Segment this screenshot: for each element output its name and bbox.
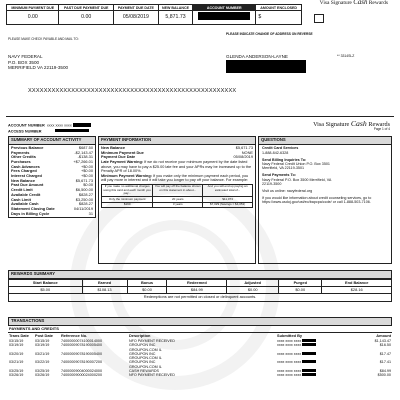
summary-label: Available Credit — [11, 191, 41, 197]
redaction-bar — [302, 373, 316, 376]
payment-label: Minimum Payment Due — [101, 149, 144, 155]
stub-header: PAST DUE PAYMENT DUE — [59, 5, 113, 11]
amount: $16.50 — [379, 343, 391, 348]
payment-row — [101, 155, 253, 160]
tx-header: Amount — [376, 332, 391, 338]
summary-label: Payments — [11, 149, 30, 155]
table-row — [8, 373, 392, 377]
rewards-table — [8, 279, 392, 302]
mini-table-cell: $7,029 (Savings = $4,053) — [203, 202, 253, 207]
description: NFO PAYMENT RECEIVED — [129, 373, 175, 378]
section-heading: REWARDS SUMMARY — [8, 270, 392, 279]
question-text: Navy Federal P.O. Box 3500 Merrifield, VA 22119-3500 — [262, 177, 332, 187]
question-entry — [262, 146, 388, 155]
reference-number: 74000000074100014000 — [61, 338, 103, 343]
stub-header: ACCOUNT NUMBER — [193, 5, 256, 11]
summary-label: Purchases — [11, 158, 31, 164]
summary-value: 31 — [88, 210, 93, 216]
address-line: NAVY FEDERAL — [8, 54, 43, 59]
tx-header: Post Date — [35, 332, 53, 338]
late-warning-heading: Late Payment Warning: — [101, 160, 144, 165]
question-heading: Send Payments To: — [262, 173, 296, 178]
question-entry — [262, 189, 388, 193]
rewards-header: Redeemed — [167, 279, 227, 286]
rewards-value: $28.16 — [322, 286, 392, 293]
description-location: GROUPON.COM IL — [129, 356, 162, 361]
summary-label: New Balance — [11, 177, 36, 183]
table-row — [8, 360, 392, 369]
summary-label: Cash Advances — [11, 163, 40, 169]
redaction-bar — [55, 129, 89, 133]
summary-row — [11, 212, 93, 217]
amount: $17.47 — [379, 351, 391, 356]
late-payment-warning — [101, 160, 253, 174]
trans-date: 03/20/19 — [9, 351, 24, 356]
post-date: 03/26/19 — [35, 373, 50, 378]
customer-code: ** 3314SLZ — [337, 54, 355, 58]
description-cell — [128, 343, 276, 352]
reference-number: 74000009078190005400 — [61, 343, 103, 348]
payment-value: $5,671.73 — [235, 144, 253, 150]
question-entry — [262, 196, 388, 205]
redaction-bar — [226, 60, 306, 73]
section-heading: TRANSACTIONS — [8, 317, 392, 326]
stub-new-balance: 5,871.73 — [158, 11, 192, 25]
rewards-value: $84.99 — [167, 286, 227, 293]
tx-header: Description — [129, 332, 151, 338]
redaction-bar — [198, 12, 250, 20]
section-heading: QUESTIONS — [258, 136, 392, 145]
tx-header: Submitted By — [277, 332, 303, 338]
rewards-header: Earned — [82, 279, 127, 286]
trans-date: 03/26/19 — [9, 373, 24, 378]
perforation-separator: XXXXXXXXXXXXXXXXXXXXXXXXXXXXXXXXXXXXXXXXXXXXXXXXXXXXX — [28, 88, 237, 94]
trans-date: 03/19/19 — [9, 343, 24, 348]
summary-value: $3,250.00 — [75, 196, 93, 202]
question-text: Navy Federal Credit Union P.O. Box 3501 Merrifield, VA 22119-3501 — [262, 162, 330, 171]
summary-value: $5,671.73 — [75, 177, 93, 183]
payment-value: 05/08/2019 — [233, 154, 253, 160]
summary-of-account-activity — [8, 136, 96, 218]
description-cell — [128, 373, 276, 377]
access-number-label: ACCESS NUMBER — [8, 129, 42, 133]
submitted-by: xxxx xxxx xxxx — [277, 343, 302, 348]
brand-cash: Cash — [353, 0, 368, 6]
counseling-text: If you would like information about credit counseling services, go to https://www.usdoj.gov/ust/eo/bapcpa/ccde/ or call 1-888-503-7106. — [262, 195, 372, 205]
redaction-bar — [302, 343, 316, 346]
mini-table-header: And you will end up paying an estimated total of... — [203, 184, 253, 196]
account-info — [8, 123, 91, 134]
amount: $84.99 — [379, 368, 391, 373]
question-entry — [262, 173, 332, 186]
stub-due-date: 05/08/2019 — [113, 11, 158, 25]
redaction-bar — [73, 123, 91, 127]
summary-value: +$0.00 — [80, 173, 93, 179]
min-warning-heading: Minimum Payment Warning: — [101, 173, 152, 178]
payment-value: NONE — [241, 149, 253, 155]
summary-label: Statement Closing Date — [11, 205, 55, 211]
stub-header: AMOUNT ENCLOSED — [256, 5, 302, 11]
mini-table-cell: $11,073 — [203, 197, 253, 202]
stub-min-payment: 0.00 — [7, 11, 59, 25]
customer-name: GLENDA ANDERSON-LAYNE — [226, 54, 288, 59]
stub-header: PAYMENT DUE DATE — [113, 5, 158, 11]
minimum-payment-table — [101, 184, 253, 208]
navy-address — [8, 54, 68, 71]
summary-value: +$0.00 — [80, 163, 93, 169]
summary-label: Available Cash — [11, 201, 39, 207]
summary-value: 04/11/2019 — [73, 205, 93, 211]
description: NFO PAYMENT RECEIVED — [129, 338, 175, 343]
payment-box — [98, 145, 256, 264]
stub-amount-enclosed — [256, 11, 302, 25]
summary-label: Days in Billing Cycle — [11, 210, 50, 216]
summary-value: $0.00 — [83, 182, 93, 188]
rewards-header: Start Balance — [9, 279, 83, 286]
questions-box — [258, 145, 392, 264]
description: GROUPON INC — [129, 343, 156, 348]
mini-table-cell: $190 — [102, 202, 153, 207]
summary-value: +$7,266.01 — [73, 158, 93, 164]
transactions-table — [8, 333, 392, 377]
stub-account-number — [193, 11, 256, 25]
rewards-summary — [8, 270, 392, 302]
submitted-by: xxxx xxxx xxxx — [277, 351, 302, 356]
description-location: GROUPON.COM IL — [129, 347, 162, 352]
rewards-header: End Balance — [322, 279, 392, 286]
mini-table-cell: Only the minimum payment — [102, 197, 153, 202]
rewards-header: Adjusted — [227, 279, 279, 286]
question-heading: Credit Card Services — [262, 146, 299, 151]
summary-value: $687.50 — [78, 144, 93, 150]
brand-cash: Cash — [350, 119, 367, 128]
reference-number: 74000009000024000200 — [61, 373, 103, 378]
mini-table-cell: 20 years — [153, 197, 203, 202]
submitted-by-cell — [276, 360, 346, 369]
transactions — [8, 317, 392, 378]
rewards-value: $5.00 — [9, 286, 83, 293]
submitted-by-cell — [276, 373, 346, 377]
payments-and-credits-heading: PAYMENTS AND CREDITS — [8, 326, 392, 334]
divider — [6, 116, 394, 117]
website-text[interactable]: Visit us online: navyfederal.org — [262, 189, 313, 194]
page-number: Page 1 of 4 — [373, 127, 390, 131]
rewards-note: Redemptions are not permitted on closed or delinquent accounts. — [9, 294, 392, 301]
submitted-by-cell — [276, 343, 346, 352]
rewards-value: $0.00 — [279, 286, 322, 293]
payment-stub-table — [6, 4, 302, 25]
dollar-sign: $ — [258, 13, 262, 20]
post-date: 03/19/19 — [35, 343, 50, 348]
summary-label: Other Credits — [11, 154, 36, 160]
reference-number: 74000009078190005400 — [61, 351, 103, 356]
mini-table-header: If you make no additional charges using this card and each month you pay... — [103, 184, 151, 196]
summary-label: Fees Charged — [11, 168, 37, 174]
redaction-bar — [302, 369, 316, 372]
rewards-header: Bonus — [127, 279, 167, 286]
summary-value: $828.27 — [78, 191, 93, 197]
account-number-label: ACCOUNT NUMBER — [8, 123, 45, 128]
summary-value: +$0.00 — [80, 168, 93, 174]
payment-label: New Balance — [101, 144, 126, 150]
submitted-by-cell — [276, 352, 346, 361]
submitted-by: xxxx xxxx xxxx — [277, 368, 302, 373]
rewards-header: Purged — [279, 279, 322, 286]
description-cell — [128, 360, 276, 369]
rewards-value: $108.13 — [82, 286, 127, 293]
rewards-value: $0.00 — [127, 286, 167, 293]
redaction-bar — [302, 360, 316, 363]
question-heading: Send Billing Inquiries To: — [262, 157, 307, 162]
address-line: P.O. BOX 3500 — [8, 59, 40, 65]
description: GROUPON INC — [129, 351, 156, 356]
amount: $1,143.47 — [374, 338, 391, 343]
late-warning-text: If we do not receive your minimum payment by the date listed above, you may have to pay a $25.00 late fee and your APRs may be increased up to the Penalty APR of 18.00%. — [101, 160, 252, 174]
brand-logo-top — [320, 0, 388, 7]
reference-number: 74000009078190007200 — [61, 360, 103, 365]
payment-label: Payment Due Date — [101, 154, 136, 160]
post-date: 03/25/19 — [35, 368, 50, 373]
post-date: 03/15/19 — [35, 338, 50, 343]
brand-rewards: Rewards — [368, 121, 390, 128]
payment-information — [98, 136, 256, 264]
description-location: GROUPON.COM IL — [129, 364, 162, 369]
summary-label: Previous Balance — [11, 144, 44, 150]
table-row — [8, 343, 392, 352]
description-cell — [128, 352, 276, 361]
rewards-value: $0.00 — [227, 286, 279, 293]
stub-header: NEW BALANCE — [158, 5, 192, 11]
table-row — [8, 352, 392, 361]
account-number-value: xxxx xxxx xxxx — [46, 123, 72, 128]
payable-note: PLEASE MAKE CHECK PAYABLE AND MAIL TO: — [8, 37, 79, 41]
question-entry — [262, 158, 332, 171]
tx-header: Reference No. — [61, 332, 88, 338]
summary-label: Interest Charged — [11, 173, 42, 179]
mini-table-cell: 3 years — [153, 202, 203, 207]
summary-label: Past Due Amount — [11, 182, 44, 188]
amount: $500.00 — [377, 373, 391, 378]
summary-label: Credit Limit — [11, 187, 33, 193]
post-date: 03/21/19 — [35, 351, 50, 356]
summary-value: -$138.31 — [77, 154, 93, 160]
brand-name: Visa Signature — [319, 0, 352, 6]
description: CASH REWARDS — [129, 368, 159, 373]
address-line: MERRIFIELD VA 22119-3500 — [8, 65, 69, 71]
question-text: 1-888-842-6328 — [262, 150, 289, 155]
redaction-bar — [302, 339, 316, 342]
submitted-by: xxxx xxxx xxxx — [277, 373, 302, 378]
change-address-note: PLEASE INDICATE CHANGE OF ADDRESS ON REVERSE — [226, 32, 313, 36]
mini-table-header: You will pay off the balance shown on this statement in about... — [153, 184, 203, 196]
trans-date: 03/25/19 — [9, 368, 24, 373]
section-heading: SUMMARY OF ACCOUNT ACTIVITY — [8, 136, 96, 145]
redaction-bar — [302, 352, 316, 355]
post-date: 03/22/19 — [35, 360, 50, 365]
section-heading: PAYMENT INFORMATION — [98, 136, 256, 145]
summary-label: Cash Limit — [11, 196, 31, 202]
trans-date: 03/15/19 — [9, 338, 24, 343]
stub-header: MINIMUM PAYMENT DUE — [7, 5, 59, 11]
payment-rows — [101, 146, 253, 160]
brand-name: Visa Signature — [313, 121, 350, 128]
description: GROUPON INC — [129, 360, 156, 365]
brand-rewards: Rewards — [368, 0, 388, 6]
tx-header: Trans Date — [9, 332, 29, 338]
submitted-by: xxxx xxxx xxxx — [277, 360, 302, 365]
summary-value: $828.27 — [78, 201, 93, 207]
questions — [258, 136, 392, 264]
summary-value: -$2,143.47 — [74, 149, 93, 155]
trans-date: 03/21/19 — [9, 360, 24, 365]
reference-number: 74000009004000024000 — [61, 368, 103, 373]
summary-value: $6,500.00 — [75, 187, 93, 193]
stub-box-edge — [314, 14, 324, 23]
min-warning-text: If you make only the minimum payment each period, you will pay more in interest and it will take you longer to pay off your balance. For example: — [101, 173, 249, 183]
minimum-payment-warning — [101, 174, 253, 183]
amount: $17.41 — [379, 360, 391, 365]
submitted-by: xxxx xxxx xxxx — [277, 338, 302, 343]
summary-rows — [8, 145, 96, 219]
stub-past-due: 0.00 — [59, 11, 113, 25]
